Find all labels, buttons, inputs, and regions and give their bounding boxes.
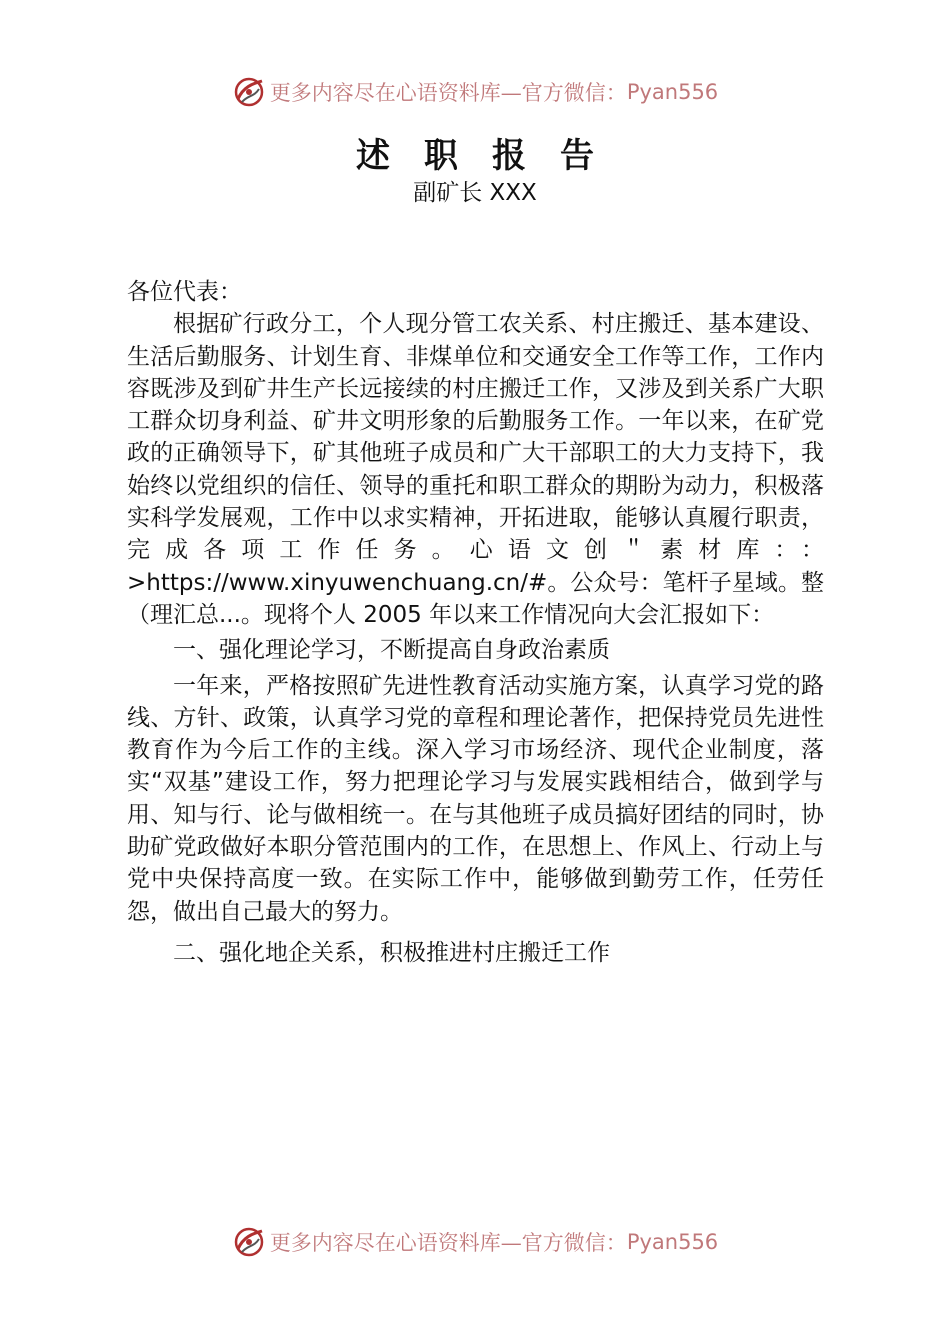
red-swirl-logo-icon bbox=[232, 75, 266, 109]
footer-watermark-banner bbox=[0, 1222, 950, 1262]
paragraph-theory-study: 一年来，严格按照矿先进性教育活动实施方案，认真学习党的路线、方针、政策，认真学习党的章程和理论著作，把保持党员先进性教育作为今后工作的主线。深入学习市场经济、现代企业制度，落实“双基”建设工作，努力把理论学习与发展实践相结合，做到学与用、知与行、论与做相统一。在与其他班子成员搞好团结的同时，协助矿党政做好本职分管范围内的工作，在思想上、作风上、行动上与党中央保持高度一致。在实际工作中，能够做到勤劳工作，任劳任怨，做出自己最大的努力。 bbox=[127, 672, 824, 925]
document-title: 述职报告 bbox=[356, 136, 628, 176]
red-swirl-logo-icon bbox=[232, 1225, 266, 1259]
paragraph-intro: 根据矿行政分工，个人现分管工农关系、村庄搬迁、基本建设、生活后勤服务、计划生育、非煤单位和交通安全工作等工作，工作内容既涉及到矿井生产长远接续的村庄搬迁工作，又涉及到关系广大职工群众切身利益、矿井文明形象的后勤服务工作。一年以来，在矿党政的正确领导下，矿其他班子成员和广大干部职工的大力支持下，我始终以党组织的信任、领导的重托和职工群众的期盼为动力，积极落实科学发展观，工作中以求实精神，开拓进取，能够认真履行职责，完成各项工作任务。心语文创＂素材库：：>https://www.xinyuwenchuang.cn/#。公众号：笔杆子星域。整（理汇总...。现将个人 2005 年以来工作情况向大会汇报如下： bbox=[127, 311, 824, 628]
section-heading-2: 二、强化地企关系，积极推进村庄搬迁工作 bbox=[173, 939, 610, 966]
header-watermark-banner bbox=[0, 72, 950, 112]
salutation: 各位代表： bbox=[127, 279, 242, 305]
banner-text: 更多内容尽在心语资料库—官方微信： bbox=[269, 81, 627, 105]
document-subtitle: 副矿长 XXX bbox=[413, 180, 537, 206]
document-body bbox=[127, 276, 824, 969]
banner-wechat-id: Pyan556 bbox=[626, 1230, 719, 1254]
banner-wechat-id: Pyan556 bbox=[626, 80, 719, 104]
banner-text: 更多内容尽在心语资料库—官方微信： bbox=[269, 1231, 627, 1255]
section-heading-1: 一、强化理论学习，不断提高自身政治素质 bbox=[173, 637, 610, 664]
